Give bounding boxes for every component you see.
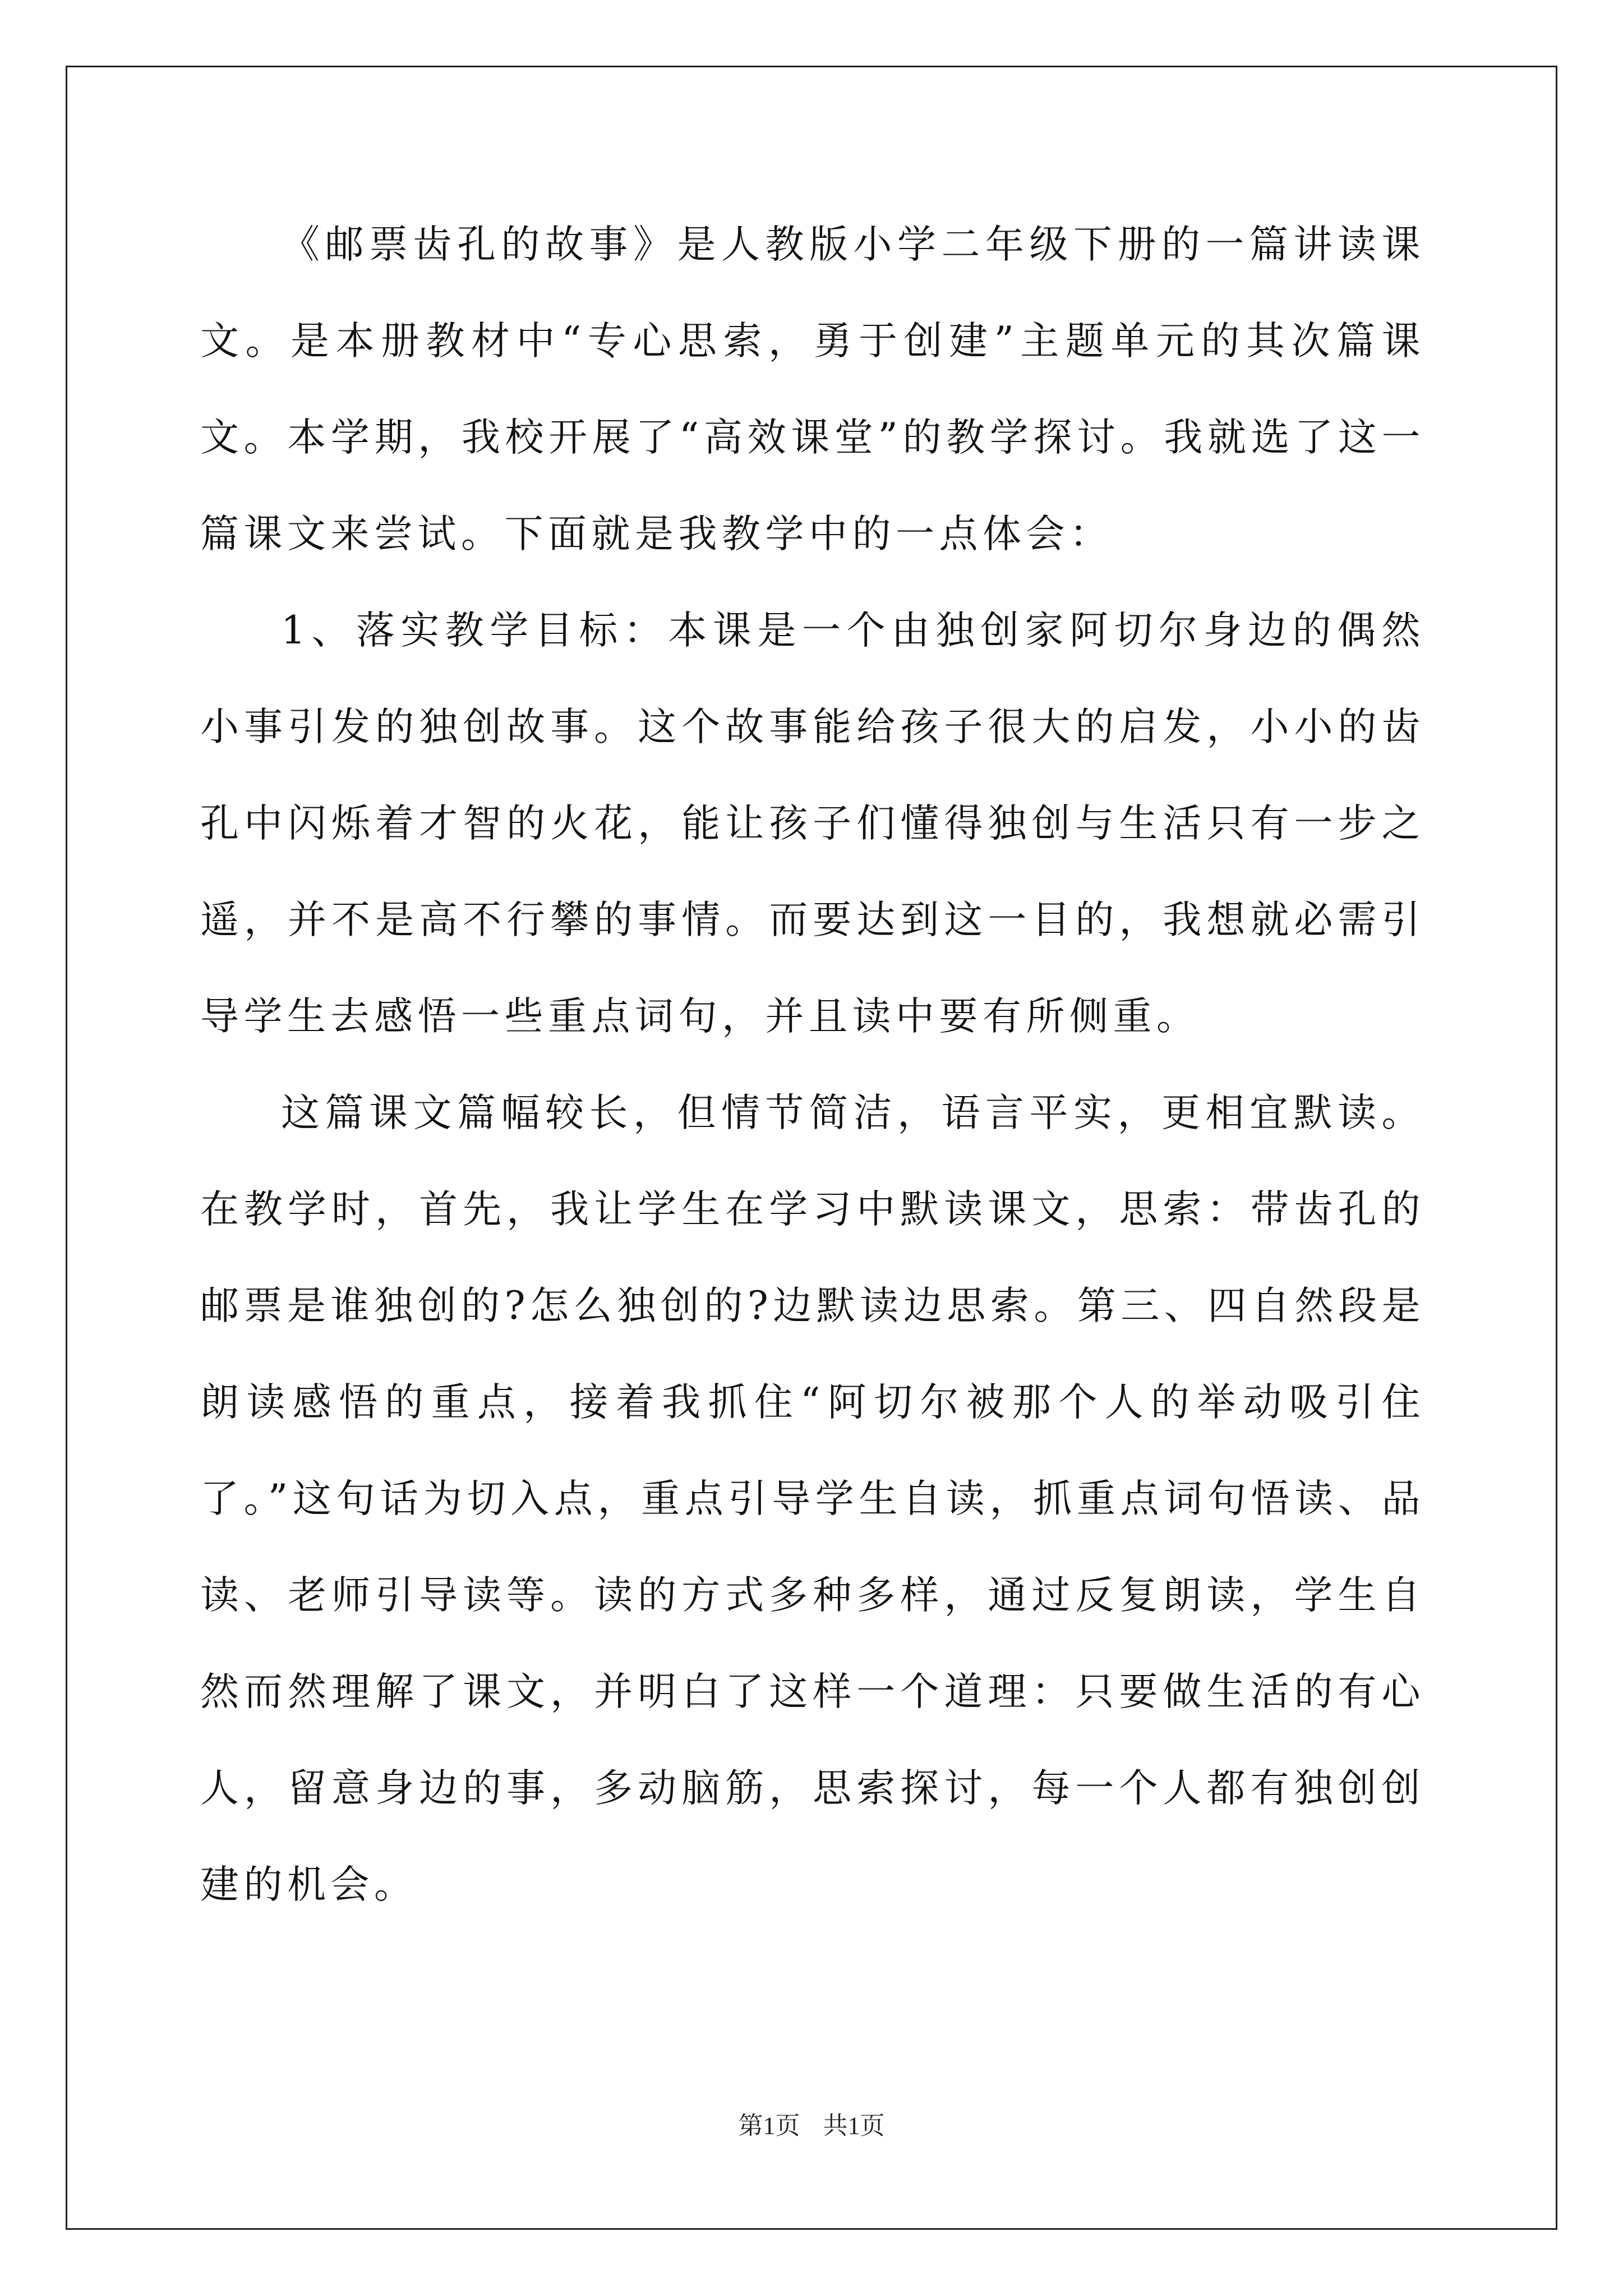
paragraph-teaching-method: 这篇课文篇幅较长，但情节简洁，语言平实，更相宜默读。在教学时，首先，我让学生在学习中默读课文，思索：带齿孔的邮票是谁独创的?怎么独创的?边默读边思索。第三、四自然段是朗读感悟的重点，接着我抓住“阿切尔被那个人的举动吸引住了。”这句话为切入点，重点引导学生自读，抓重点词句悟读、品读、老师引导读等。读的方式多种多样，通过反复朗读，学生自然而然理解了课文，并明白了这样一个道理：只要做生活的有心人，留意身边的事，多动脑筋，思索探讨，每一个人都有独创创建的机会。 [200, 1091, 1425, 1907]
page-number-footer: 第1页 共1页 [738, 2112, 885, 2139]
paragraph-intro: 《邮票齿孔的故事》是人教版小学二年级下册的一篇讲读课文。是本册教材中“专心思索，勇于创建”主题单元的其次篇课文。本学期，我校开展了“高效课堂”的教学探讨。我就选了这一篇课文来尝试。下面就是我教学中的一点体会： [200, 222, 1425, 556]
paragraph-teaching-goal: 1、落实教学目标：本课是一个由独创家阿切尔身边的偶然小事引发的独创故事。这个故事能给孩子很大的启发，小小的齿孔中闪烁着才智的火花，能让孩子们懂得独创与生活只有一步之遥，并不是高不行攀的事情。而要达到这一目的，我想就必需引导学生去感悟一些重点词句，并且读中要有所侧重。 [200, 608, 1425, 1039]
document-body [200, 196, 1425, 1933]
